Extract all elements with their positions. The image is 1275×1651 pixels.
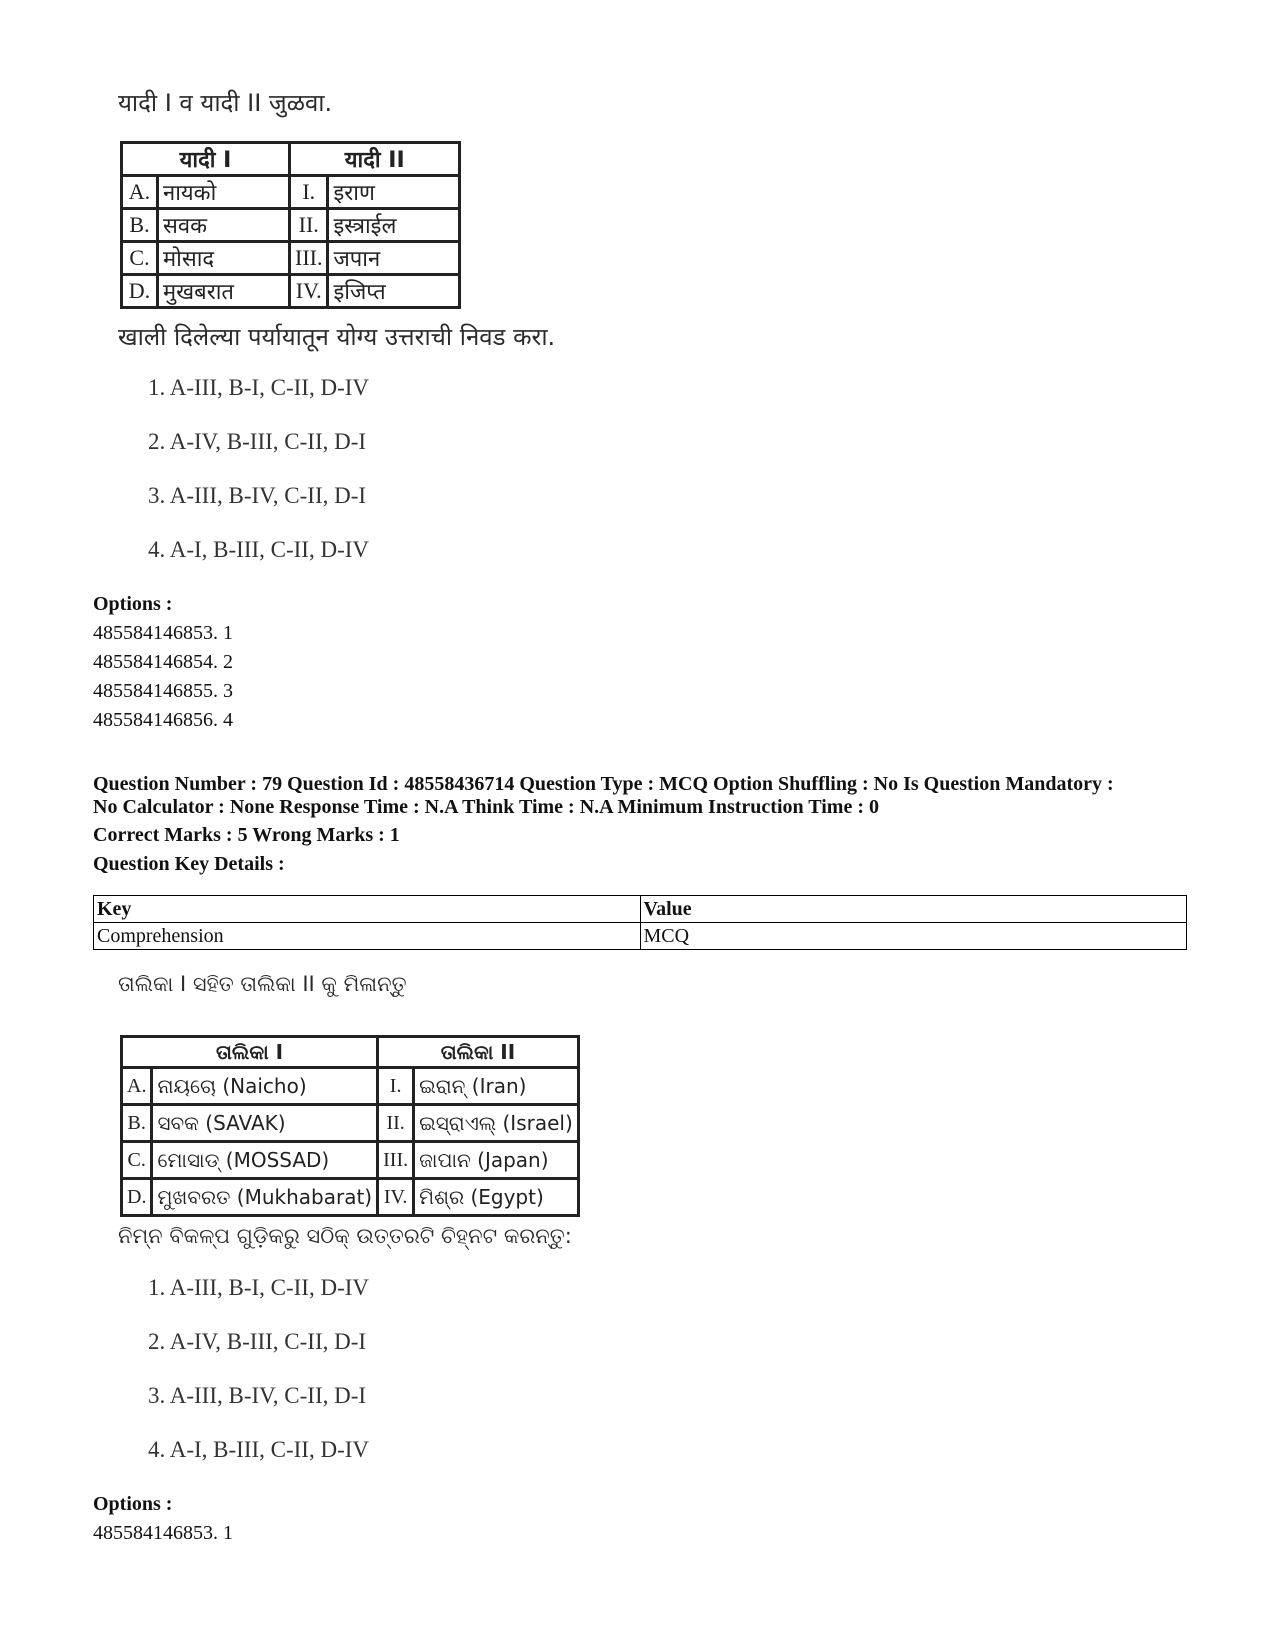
table-row [122, 1105, 579, 1142]
table-row [122, 1142, 579, 1179]
key-cell: Comprehension [94, 923, 641, 950]
row-item: ଇସ୍ରାଏଲ୍ (Israel) [414, 1105, 579, 1142]
row-item: सवक [158, 209, 290, 242]
q79-options-label: Options : [93, 1493, 173, 1515]
q78-choice-3: 3. A-III, B-IV, C-II, D-I [148, 483, 367, 508]
q79-col2-header: ତାଲିକା II [378, 1037, 579, 1068]
key-header: Key [94, 896, 641, 923]
row-item: ଜାପାନ (Japan) [414, 1142, 579, 1179]
row-letter: B. [122, 1105, 152, 1142]
row-numeral: III. [290, 242, 328, 275]
q78-option-1: 485584146853. 1 [93, 622, 233, 644]
row-item: जपान [328, 242, 460, 275]
value-cell: MCQ [640, 923, 1187, 950]
row-item: ନାୟଚୋ (Naicho) [152, 1068, 378, 1105]
q79-meta-line2: No Calculator : None Response Time : N.A Think Time : N.A Minimum Instruction Time : 0 [93, 796, 879, 818]
row-item: ମୋସାଡ୍ (MOSSAD) [152, 1142, 378, 1179]
row-numeral: I. [378, 1068, 414, 1105]
row-numeral: IV. [378, 1179, 414, 1216]
row-item: नायको [158, 176, 290, 209]
q79-key-table [93, 895, 1187, 950]
row-numeral: III. [378, 1142, 414, 1179]
row-item: ମିଶ୍ର (Egypt) [414, 1179, 579, 1216]
row-letter: C. [122, 1142, 152, 1179]
row-letter: D. [122, 1179, 152, 1216]
q78-choice-4: 4. A-I, B-III, C-II, D-IV [148, 537, 369, 562]
row-letter: A. [122, 1068, 152, 1105]
q79-choice-2: 2. A-IV, B-III, C-II, D-I [148, 1329, 367, 1354]
row-numeral: IV. [290, 275, 328, 308]
table-row [122, 1068, 579, 1105]
table-row [122, 275, 460, 308]
row-item: मुखबरात [158, 275, 290, 308]
q78-select-prompt: खाली दिलेल्या पर्यायातून योग्य उत्तराची निवड करा. [118, 323, 556, 351]
q79-choice-4: 4. A-I, B-III, C-II, D-IV [148, 1437, 369, 1462]
q78-choice-2: 2. A-IV, B-III, C-II, D-I [148, 429, 367, 454]
row-letter: C. [122, 242, 158, 275]
table-row [122, 176, 460, 209]
row-letter: A. [122, 176, 158, 209]
q79-option-1: 485584146853. 1 [93, 1522, 233, 1544]
row-numeral: II. [290, 209, 328, 242]
row-item: ଇରାନ୍ (Iran) [414, 1068, 579, 1105]
row-numeral: I. [290, 176, 328, 209]
q78-instruction: यादी I व यादी II जुळवा. [118, 89, 333, 117]
value-header: Value [640, 896, 1187, 923]
q79-marks: Correct Marks : 5 Wrong Marks : 1 [93, 824, 400, 846]
q79-key-details-label: Question Key Details : [93, 853, 285, 875]
q78-col2-header: यादी II [290, 143, 460, 176]
q78-option-3: 485584146855. 3 [93, 680, 233, 702]
q79-match-header [122, 1037, 579, 1068]
q79-choice-3: 3. A-III, B-IV, C-II, D-I [148, 1383, 367, 1408]
q78-match-table [120, 141, 461, 309]
row-item: इस्त्राईल [328, 209, 460, 242]
table-row [122, 242, 460, 275]
q79-col1-header: ତାଲିକା I [122, 1037, 378, 1068]
q78-option-2: 485584146854. 2 [93, 651, 233, 673]
row-item: इजिप्त [328, 275, 460, 308]
q79-select-prompt: ନିମ୍ନ ବିକଳ୍ପ ଗୁଡ଼ିକରୁ ସଠିକ୍ ଉତ୍ତରଟି ଚିହ୍ନଟ କରନ୍ତୁ: [118, 1224, 572, 1248]
q79-meta-line1: Question Number : 79 Question Id : 48558436714 Question Type : MCQ Option Shuffling : No Is Question Mandatory : [93, 773, 1114, 795]
row-letter: D. [122, 275, 158, 308]
q79-match-table [120, 1035, 580, 1217]
table-row [94, 896, 1187, 923]
q79-instruction: ତାଲିକା I ସହିତ ତାଲିକା II କୁ ମିଳାନ୍ତୁ [118, 972, 407, 996]
q79-choice-1: 1. A-III, B-I, C-II, D-IV [148, 1275, 369, 1300]
q78-choice-1: 1. A-III, B-I, C-II, D-IV [148, 375, 369, 400]
row-numeral: II. [378, 1105, 414, 1142]
row-item: ସବକ (SAVAK) [152, 1105, 378, 1142]
row-item: इराण [328, 176, 460, 209]
row-letter: B. [122, 209, 158, 242]
table-row [122, 209, 460, 242]
q78-options-label: Options : [93, 593, 173, 615]
table-row [94, 923, 1187, 950]
q78-col1-header: यादी I [122, 143, 290, 176]
row-item: मोसाद [158, 242, 290, 275]
q78-option-4: 485584146856. 4 [93, 709, 233, 731]
row-item: ମୁଖବରତ (Mukhabarat) [152, 1179, 378, 1216]
table-row [122, 1179, 579, 1216]
q78-match-header [122, 143, 460, 176]
